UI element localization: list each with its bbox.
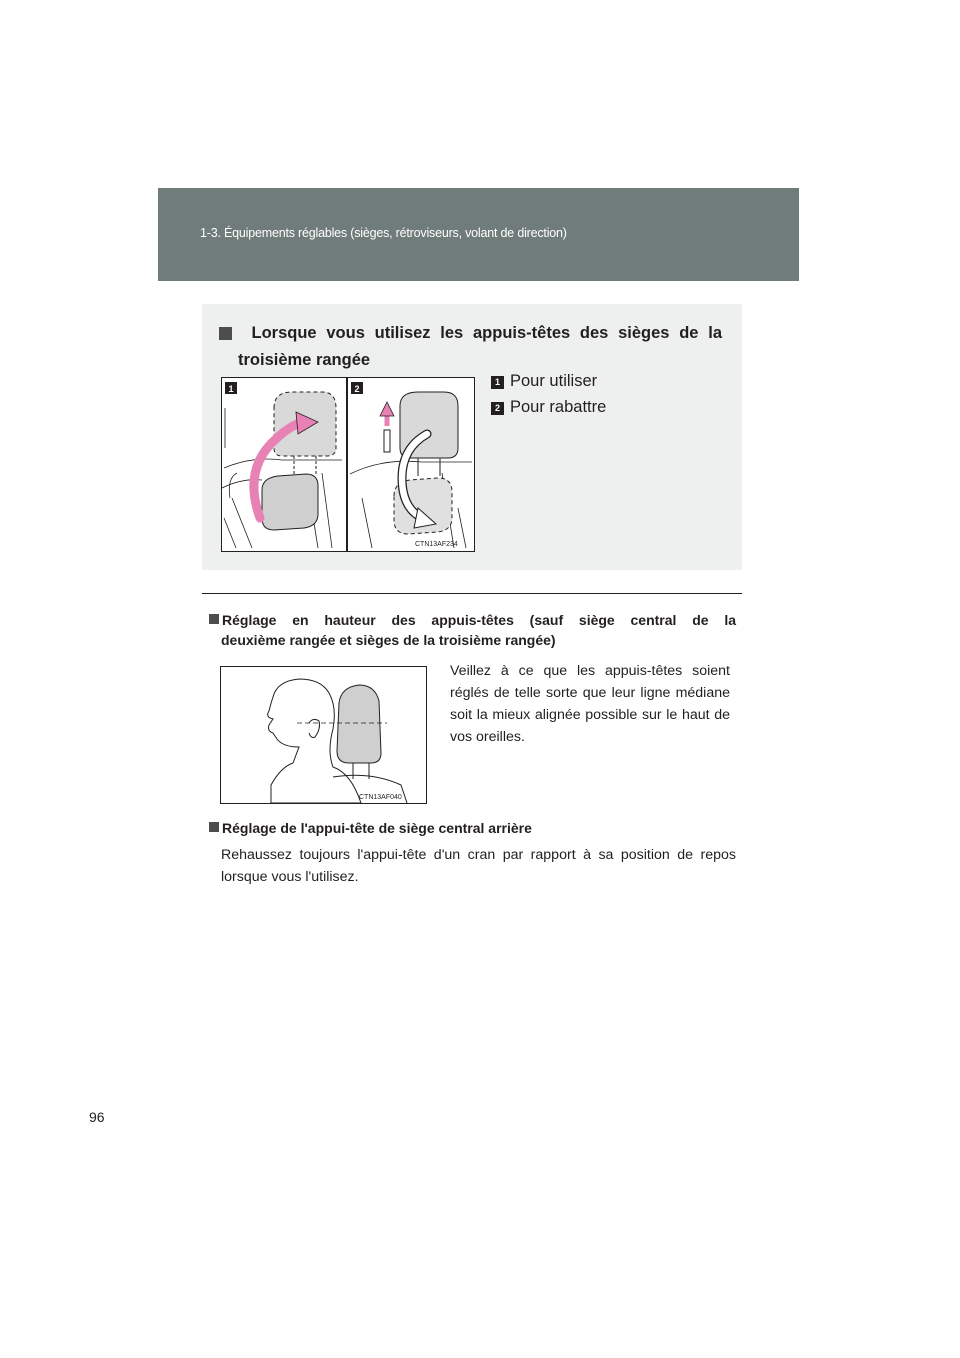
- step-1: [491, 372, 597, 391]
- section1-heading-line2: deuxième rangée et sièges de la troisième rangée): [221, 632, 556, 648]
- section2-text: Rehaussez toujours l'appui-tête d'un cran par rapport à sa position de repos lorsque vous l'utilisez.: [221, 847, 736, 885]
- section2-heading: [209, 818, 532, 838]
- section2-heading-text: Réglage de l'appui-tête de siège central arrière: [222, 820, 532, 836]
- square-bullet-icon: [209, 614, 219, 624]
- section1-heading-text: Réglage en hauteur des appuis-têtes (sauf siège central de la: [222, 612, 736, 628]
- header-band: [158, 188, 799, 281]
- step-number-badge: 1: [491, 376, 504, 389]
- step-label: Pour rabattre: [510, 398, 607, 416]
- square-bullet-icon: [209, 822, 219, 832]
- panel-label-2: 2: [354, 384, 360, 394]
- step-number-badge: 2: [491, 402, 504, 415]
- head-position-illustration: [220, 666, 427, 804]
- section-title: 1-3. Équipements réglables (sièges, rétroviseurs, volant de direction): [200, 226, 567, 240]
- section-divider: [202, 593, 742, 594]
- headrest-drawing: [222, 378, 474, 551]
- step-2: [491, 398, 606, 417]
- section1-text: Veillez à ce que les appuis-têtes soient réglés de telle sorte que leur ligne médiane soit la mieux alignée possible sur le haut de vos oreilles.: [450, 663, 730, 745]
- step-label: Pour utiliser: [510, 372, 598, 390]
- box-heading-text: Lorsque vous utilisez les appuis-têtes des sièges de la: [251, 324, 722, 342]
- headrest-illustration: [221, 377, 475, 552]
- figure-code: CTN13AF040: [359, 794, 402, 801]
- page-number: 96: [89, 1109, 105, 1125]
- box-heading-line1: [219, 320, 722, 347]
- info-box: [202, 304, 742, 570]
- square-bullet-icon: [219, 327, 232, 340]
- box-heading-line2: troisième rangée: [238, 351, 371, 369]
- section1-heading-line1: [209, 610, 736, 630]
- section1-heading: [209, 610, 736, 650]
- head-position-drawing: [221, 667, 426, 803]
- panel-label-1: 1: [228, 384, 234, 394]
- box-heading: [219, 320, 722, 374]
- figure-code: CTN13AF234: [415, 541, 458, 548]
